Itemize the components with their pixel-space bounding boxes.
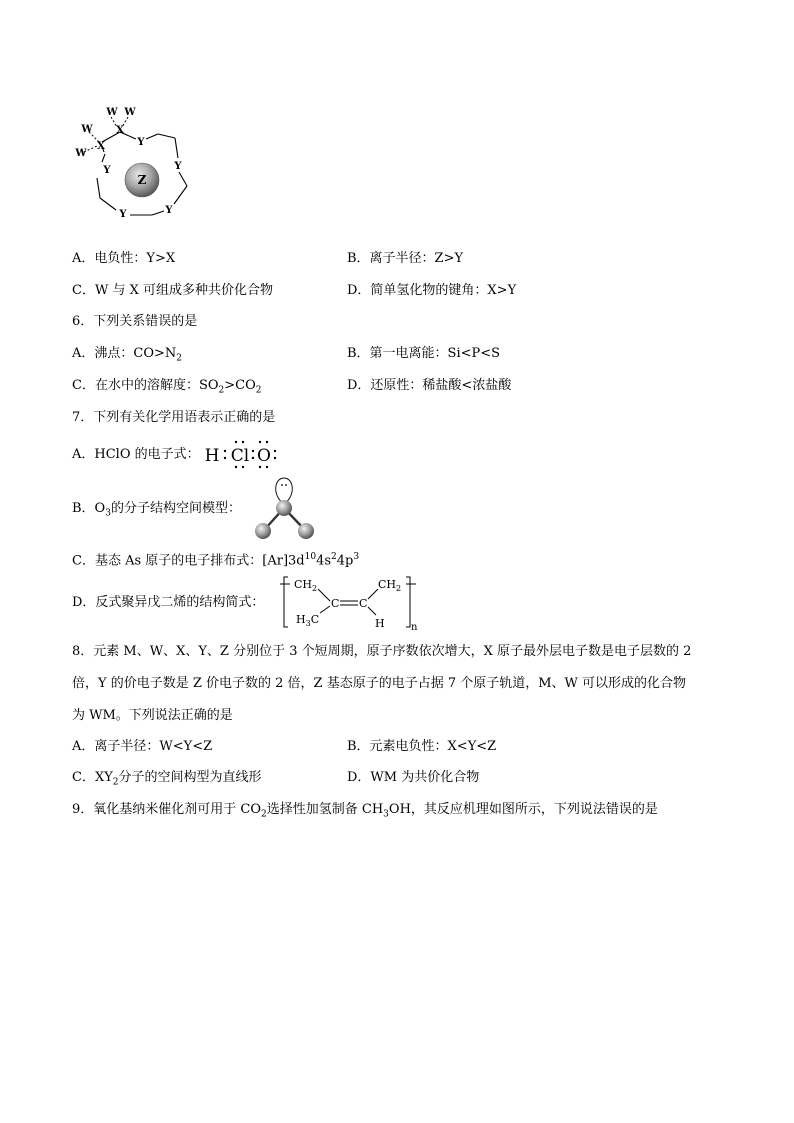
oxygen-atom (276, 500, 292, 516)
q7-option-c-text: C．基态 As 原子的电子排布式：[Ar]3d (72, 553, 305, 569)
q7-option-b (72, 500, 241, 523)
h3c-h: H (296, 613, 306, 626)
q9-stem-text: 9．氧化基纳米催化剂可用于 CO (72, 802, 262, 817)
subscript: 3 (105, 508, 111, 519)
q8-stem-line3: 为 WM。下列说法正确的是 (72, 708, 233, 723)
q6-stem: 6．下列关系错误的是 (72, 314, 198, 329)
superscript: 3 (353, 552, 360, 562)
x-label: X (116, 125, 124, 136)
q5-option-d: D．简单氢化物的键角：X>Y (347, 283, 517, 298)
q7-option-c-mid2: 4p (336, 553, 354, 569)
q5-option-c: C．W 与 X 可组成多种共价化合物 (72, 283, 273, 298)
subscript: 2 (396, 584, 402, 593)
q8-stem-line2: 倍，Y 的价电子数是 Z 价电子数的 2 倍，Z 基态原子的电子占据 7 个原子轨道，M、W 可以形成的化合物 (72, 676, 687, 691)
q6-option-d: D．还原性：稀盐酸<浓盐酸 (347, 378, 512, 393)
q9-stem (72, 801, 658, 824)
lewis-o: O (257, 446, 271, 466)
hclo-lewis-structure (202, 438, 288, 470)
crown-ether-figure (70, 100, 210, 230)
q8-option-d: D．WM 为共价化合物 (347, 770, 480, 785)
y-label: Y (174, 161, 182, 172)
q8-option-c-text: C．XY (72, 770, 113, 785)
y-label: Y (165, 205, 173, 216)
q5-option-b: B．离子半径：Z>Y (347, 251, 464, 266)
q8-option-c-text-post: 分子的空间构型为直线形 (118, 770, 262, 785)
ch2-left: CH (294, 578, 313, 591)
q7-option-d: D．反式聚异戊二烯的结构简式： (72, 595, 265, 610)
subscript: 2 (261, 809, 267, 820)
subscript: 3 (383, 809, 389, 820)
subscript: 2 (312, 584, 318, 593)
q8-option-c (72, 769, 262, 792)
q9-stem-post: OH，其反应机理如图所示，下列说法错误的是 (388, 802, 658, 817)
q9-stem-mid: 选择性加氢制备 CH (266, 802, 384, 817)
q6-option-b: B．第一电离能：Si<P<S (347, 346, 501, 361)
hydrogen: H (375, 617, 385, 630)
superscript: 2 (331, 552, 337, 562)
subscript: 2 (112, 777, 119, 788)
q6-option-c (72, 377, 261, 400)
y-label: Y (137, 137, 145, 148)
q8-option-b: B．元素电负性：X<Y<Z (347, 739, 497, 754)
w-label: W (75, 148, 87, 159)
q7-option-c (72, 548, 359, 570)
carbon-1: C (331, 597, 340, 610)
w-label: W (106, 107, 118, 118)
q6-option-a (72, 345, 182, 368)
q7-option-c-mid1: 4s (316, 553, 332, 569)
oxygen-atom (298, 523, 314, 539)
q5-option-a: A．电负性：Y>X (72, 251, 176, 266)
h3c-c: C (310, 613, 320, 626)
oxygen-atom (255, 523, 271, 539)
subscript: 2 (218, 385, 225, 396)
y-label: Y (103, 165, 111, 176)
q7-option-a: A．HClO 的电子式： (72, 447, 200, 462)
superscript: 10 (304, 552, 317, 562)
q6-option-a-text: A．沸点：CO>N (72, 346, 177, 361)
q6-option-c-mid: >CO (224, 378, 256, 393)
ozone-vsepr-model (250, 474, 322, 542)
svg-text:CH2 (378, 578, 401, 593)
carbon-2: C (359, 597, 368, 610)
q8-stem-line1: 8．元素 M、W、X、Y、Z 分别位于 3 个短周期，原子序数依次增大，X 原子最外层电子数是电子层数的 2 (72, 644, 692, 659)
q7-option-b-text: B．O (72, 501, 106, 516)
q7-stem: 7．下列有关化学用语表示正确的是 (72, 410, 276, 425)
x-label: X (97, 141, 105, 152)
w-label: W (81, 124, 93, 135)
w-label: W (124, 107, 136, 118)
y-label: Y (119, 209, 127, 220)
subscript: 2 (176, 353, 182, 364)
q6-option-c-text: C．在水中的溶解度：SO (72, 378, 219, 393)
trans-polyisoprene-structure (280, 573, 425, 631)
ch2-right: CH (378, 578, 397, 591)
z-label: Z (137, 173, 147, 187)
q8-option-a: A．离子半径：W<Y<Z (72, 739, 213, 754)
lewis-h: H (204, 446, 220, 466)
repeat-n: n (411, 622, 418, 631)
svg-text:CH2 (294, 578, 317, 593)
subscript: 3 (305, 619, 311, 628)
subscript: 2 (255, 385, 262, 396)
lewis-cl: Cl (230, 446, 250, 466)
q7-option-b-text-post: 的分子结构空间模型： (110, 501, 241, 516)
svg-text:H3C (296, 613, 319, 628)
